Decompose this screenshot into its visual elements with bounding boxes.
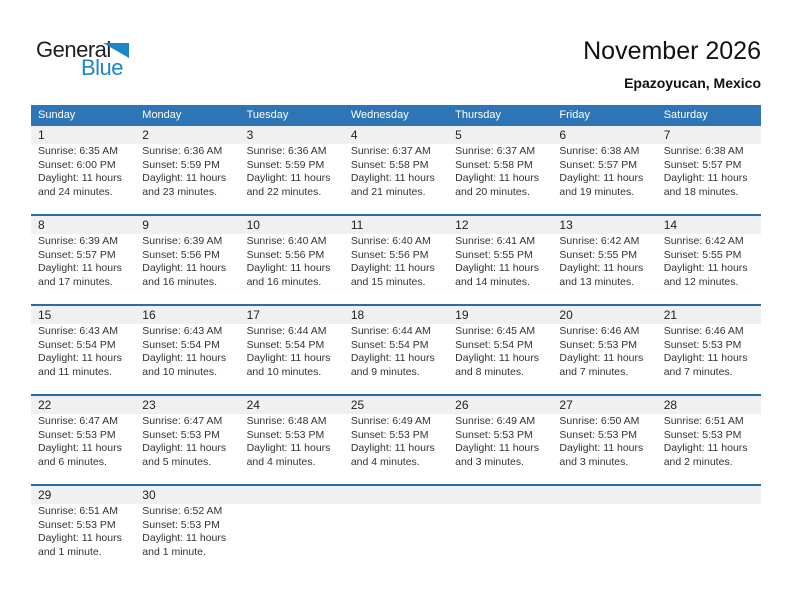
sunset-text: Sunset: 5:53 PM <box>142 518 220 531</box>
daylight-text: Daylight: 11 hours and 16 minutes. <box>142 262 227 288</box>
day-cell <box>552 504 656 574</box>
daylight-text: Daylight: 11 hours and 16 minutes. <box>246 262 331 288</box>
day-number: 8 <box>38 218 45 232</box>
daylight-text: Daylight: 11 hours and 9 minutes. <box>350 352 435 378</box>
day-cell <box>344 504 448 574</box>
sunrise-text: Sunrise: 6:39 AM <box>142 235 223 247</box>
sunset-text: Sunset: 5:59 PM <box>246 158 325 171</box>
daylight-text: Daylight: 11 hours and 23 minutes. <box>142 172 227 198</box>
weekday-header-cell: Monday <box>142 109 182 121</box>
day-cell <box>240 234 344 304</box>
sunrise-text: Sunrise: 6:43 AM <box>38 325 118 337</box>
sunset-text: Sunset: 5:53 PM <box>350 428 429 441</box>
sunset-text: Sunset: 5:53 PM <box>38 518 116 531</box>
sunset-text: Sunset: 5:54 PM <box>455 338 533 351</box>
sunrise-text: Sunrise: 6:37 AM <box>350 145 431 157</box>
day-cell <box>448 144 552 214</box>
sunrise-text: Sunrise: 6:39 AM <box>38 235 118 247</box>
weekday-header-cell: Tuesday <box>246 109 289 121</box>
daylight-text: Daylight: 11 hours and 20 minutes. <box>455 172 539 198</box>
daylight-text: Daylight: 11 hours and 18 minutes. <box>663 172 748 198</box>
daylight-text: Daylight: 11 hours and 12 minutes. <box>663 262 748 288</box>
day-number: 30 <box>142 488 156 502</box>
sunrise-text: Sunrise: 6:36 AM <box>246 145 327 157</box>
sunset-text: Sunset: 5:54 PM <box>38 338 116 351</box>
daylight-text: Daylight: 11 hours and 14 minutes. <box>455 262 539 288</box>
sunrise-text: Sunrise: 6:51 AM <box>38 505 118 517</box>
sunset-text: Sunset: 5:58 PM <box>455 158 533 171</box>
daylight-text: Daylight: 11 hours and 1 minute. <box>142 532 227 558</box>
daylight-text: Daylight: 11 hours and 22 minutes. <box>246 172 331 198</box>
sunset-text: Sunset: 5:53 PM <box>559 338 638 351</box>
day-number: 15 <box>38 308 52 322</box>
day-number: 5 <box>455 128 462 142</box>
sunrise-text: Sunrise: 6:38 AM <box>663 145 744 157</box>
week-row <box>31 304 761 394</box>
day-cell <box>31 144 135 214</box>
sunrise-text: Sunrise: 6:46 AM <box>663 325 744 337</box>
sunrise-text: Sunrise: 6:40 AM <box>246 235 327 247</box>
sunrise-text: Sunrise: 6:37 AM <box>455 145 536 157</box>
daylight-text: Daylight: 11 hours and 5 minutes. <box>142 442 227 468</box>
day-number <box>240 486 344 504</box>
day-number: 1 <box>38 128 45 142</box>
week-detail-band <box>31 234 761 304</box>
sunrise-text: Sunrise: 6:38 AM <box>559 145 640 157</box>
day-cell <box>448 324 552 394</box>
sunrise-text: Sunrise: 6:48 AM <box>246 415 327 427</box>
daylight-text: Daylight: 11 hours and 2 minutes. <box>663 442 748 468</box>
day-cell <box>657 234 761 304</box>
day-cell <box>448 504 552 574</box>
sunset-text: Sunset: 5:58 PM <box>350 158 429 171</box>
sunset-text: Sunset: 5:54 PM <box>350 338 429 351</box>
sunset-text: Sunset: 5:53 PM <box>38 428 116 441</box>
sunrise-text: Sunrise: 6:47 AM <box>38 415 118 427</box>
daylight-text: Daylight: 11 hours and 21 minutes. <box>350 172 435 198</box>
daylight-text: Daylight: 11 hours and 4 minutes. <box>246 442 331 468</box>
sunrise-text: Sunrise: 6:35 AM <box>38 145 118 157</box>
day-cell <box>552 144 656 214</box>
day-number: 9 <box>142 218 149 232</box>
sunset-text: Sunset: 5:56 PM <box>350 248 429 261</box>
sunrise-text: Sunrise: 6:46 AM <box>559 325 640 337</box>
day-number-band <box>31 216 761 234</box>
daylight-text: Daylight: 11 hours and 4 minutes. <box>350 442 435 468</box>
day-number-band <box>31 306 761 324</box>
sunrise-text: Sunrise: 6:44 AM <box>246 325 327 337</box>
daylight-text: Daylight: 11 hours and 15 minutes. <box>350 262 435 288</box>
day-number <box>448 486 552 504</box>
day-cell <box>448 414 552 484</box>
page-title: November 2026 <box>583 37 761 65</box>
calendar-table <box>31 105 761 574</box>
day-cell <box>552 324 656 394</box>
logo-text-general: General <box>36 37 111 62</box>
day-cell <box>344 414 448 484</box>
weekday-header-cell: Sunday <box>38 109 76 121</box>
day-cell <box>240 324 344 394</box>
weekday-header-cell: Wednesday <box>350 109 409 121</box>
sunrise-text: Sunrise: 6:43 AM <box>142 325 223 337</box>
weeks-container <box>31 126 761 574</box>
sunset-text: Sunset: 5:53 PM <box>246 428 325 441</box>
day-cell <box>135 504 239 574</box>
day-cell <box>657 504 761 574</box>
day-number: 7 <box>663 128 671 142</box>
day-cell <box>657 144 761 214</box>
day-number: 29 <box>38 488 52 502</box>
daylight-text: Daylight: 11 hours and 7 minutes. <box>559 352 644 378</box>
day-number: 11 <box>350 218 364 232</box>
day-cell <box>344 324 448 394</box>
sunset-text: Sunset: 5:55 PM <box>559 248 638 261</box>
day-cell <box>344 234 448 304</box>
day-cell <box>552 234 656 304</box>
day-number: 18 <box>350 308 365 322</box>
sunset-text: Sunset: 5:55 PM <box>455 248 533 261</box>
sunrise-text: Sunrise: 6:42 AM <box>663 235 744 247</box>
sunrise-text: Sunrise: 6:36 AM <box>142 145 223 157</box>
day-number-band <box>31 486 761 504</box>
daylight-text: Daylight: 11 hours and 7 minutes. <box>663 352 748 378</box>
sunset-text: Sunset: 5:56 PM <box>246 248 325 261</box>
daylight-text: Daylight: 11 hours and 1 minute. <box>38 532 122 558</box>
sunset-text: Sunset: 5:54 PM <box>246 338 325 351</box>
title-block <box>583 36 761 91</box>
sunset-text: Sunset: 5:57 PM <box>663 158 742 171</box>
sunrise-text: Sunrise: 6:45 AM <box>455 325 536 337</box>
day-number <box>552 486 656 504</box>
daylight-text: Daylight: 11 hours and 11 minutes. <box>38 352 122 378</box>
day-number: 13 <box>559 218 573 232</box>
day-number: 17 <box>246 308 260 322</box>
day-number: 2 <box>142 128 149 142</box>
page-subtitle: Epazoyucan, Mexico <box>624 75 761 91</box>
day-number: 14 <box>663 218 678 232</box>
weekday-header-cell: Saturday <box>663 109 708 121</box>
sunrise-text: Sunrise: 6:52 AM <box>142 505 223 517</box>
day-number: 20 <box>559 308 573 322</box>
sunset-text: Sunset: 5:57 PM <box>559 158 638 171</box>
daylight-text: Daylight: 11 hours and 10 minutes. <box>142 352 227 378</box>
generalblue-logo <box>36 37 136 80</box>
week-detail-band <box>31 144 761 214</box>
week-row <box>31 214 761 304</box>
sunrise-text: Sunrise: 6:40 AM <box>350 235 431 247</box>
day-number: 12 <box>455 218 469 232</box>
day-cell <box>135 234 239 304</box>
weekday-header-cell: Friday <box>559 109 590 121</box>
day-number: 24 <box>246 398 260 412</box>
sunset-text: Sunset: 5:56 PM <box>142 248 220 261</box>
sunset-text: Sunset: 5:53 PM <box>455 428 533 441</box>
day-number: 4 <box>350 128 358 142</box>
weekday-header-row <box>31 105 761 126</box>
day-cell <box>31 324 135 394</box>
day-number: 21 <box>663 308 678 322</box>
daylight-text: Daylight: 11 hours and 3 minutes. <box>455 442 539 468</box>
daylight-text: Daylight: 11 hours and 19 minutes. <box>559 172 644 198</box>
day-cell <box>657 324 761 394</box>
sunset-text: Sunset: 5:57 PM <box>38 248 116 261</box>
day-number-band <box>31 396 761 414</box>
week-row <box>31 484 761 574</box>
weekday-header-cell: Thursday <box>455 109 501 121</box>
daylight-text: Daylight: 11 hours and 13 minutes. <box>559 262 644 288</box>
day-cell <box>135 414 239 484</box>
day-number: 3 <box>246 128 254 142</box>
day-number: 22 <box>38 398 52 412</box>
day-cell <box>135 324 239 394</box>
day-number <box>657 486 761 504</box>
day-number <box>344 486 448 504</box>
day-cell <box>240 414 344 484</box>
day-number: 6 <box>559 128 567 142</box>
day-number: 19 <box>455 308 469 322</box>
day-cell <box>657 414 761 484</box>
week-detail-band <box>31 504 761 574</box>
sunrise-text: Sunrise: 6:49 AM <box>455 415 536 427</box>
daylight-text: Daylight: 11 hours and 6 minutes. <box>38 442 122 468</box>
day-cell <box>31 234 135 304</box>
sunset-text: Sunset: 5:54 PM <box>142 338 220 351</box>
sunrise-text: Sunrise: 6:41 AM <box>455 235 536 247</box>
week-row <box>31 394 761 484</box>
sunset-text: Sunset: 5:53 PM <box>559 428 638 441</box>
day-number: 27 <box>559 398 573 412</box>
day-number: 26 <box>455 398 469 412</box>
logo-text-blue: Blue <box>81 55 124 80</box>
sunrise-text: Sunrise: 6:51 AM <box>663 415 744 427</box>
sunset-text: Sunset: 5:53 PM <box>663 338 742 351</box>
sunrise-text: Sunrise: 6:42 AM <box>559 235 640 247</box>
sunset-text: Sunset: 5:59 PM <box>142 158 220 171</box>
day-cell <box>448 234 552 304</box>
daylight-text: Daylight: 11 hours and 17 minutes. <box>38 262 122 288</box>
day-cell <box>552 414 656 484</box>
day-number: 10 <box>246 218 260 232</box>
day-number-band <box>31 126 761 144</box>
daylight-text: Daylight: 11 hours and 10 minutes. <box>246 352 331 378</box>
day-number: 28 <box>663 398 678 412</box>
day-number: 16 <box>142 308 156 322</box>
week-detail-band <box>31 414 761 484</box>
day-cell <box>344 144 448 214</box>
day-cell <box>240 504 344 574</box>
day-cell <box>135 144 239 214</box>
sunset-text: Sunset: 5:53 PM <box>663 428 742 441</box>
week-detail-band <box>31 324 761 394</box>
day-cell <box>31 504 135 574</box>
day-cell <box>31 414 135 484</box>
sunrise-text: Sunrise: 6:49 AM <box>350 415 431 427</box>
day-number: 25 <box>350 398 365 412</box>
daylight-text: Daylight: 11 hours and 24 minutes. <box>38 172 122 198</box>
daylight-text: Daylight: 11 hours and 3 minutes. <box>559 442 644 468</box>
daylight-text: Daylight: 11 hours and 8 minutes. <box>455 352 539 378</box>
sunset-text: Sunset: 5:53 PM <box>142 428 220 441</box>
sunrise-text: Sunrise: 6:50 AM <box>559 415 640 427</box>
sunset-text: Sunset: 6:00 PM <box>38 158 116 171</box>
week-row <box>31 126 761 214</box>
day-number: 23 <box>142 398 156 412</box>
day-cell <box>240 144 344 214</box>
sunset-text: Sunset: 5:55 PM <box>663 248 742 261</box>
sunrise-text: Sunrise: 6:47 AM <box>142 415 223 427</box>
sunrise-text: Sunrise: 6:44 AM <box>350 325 431 337</box>
